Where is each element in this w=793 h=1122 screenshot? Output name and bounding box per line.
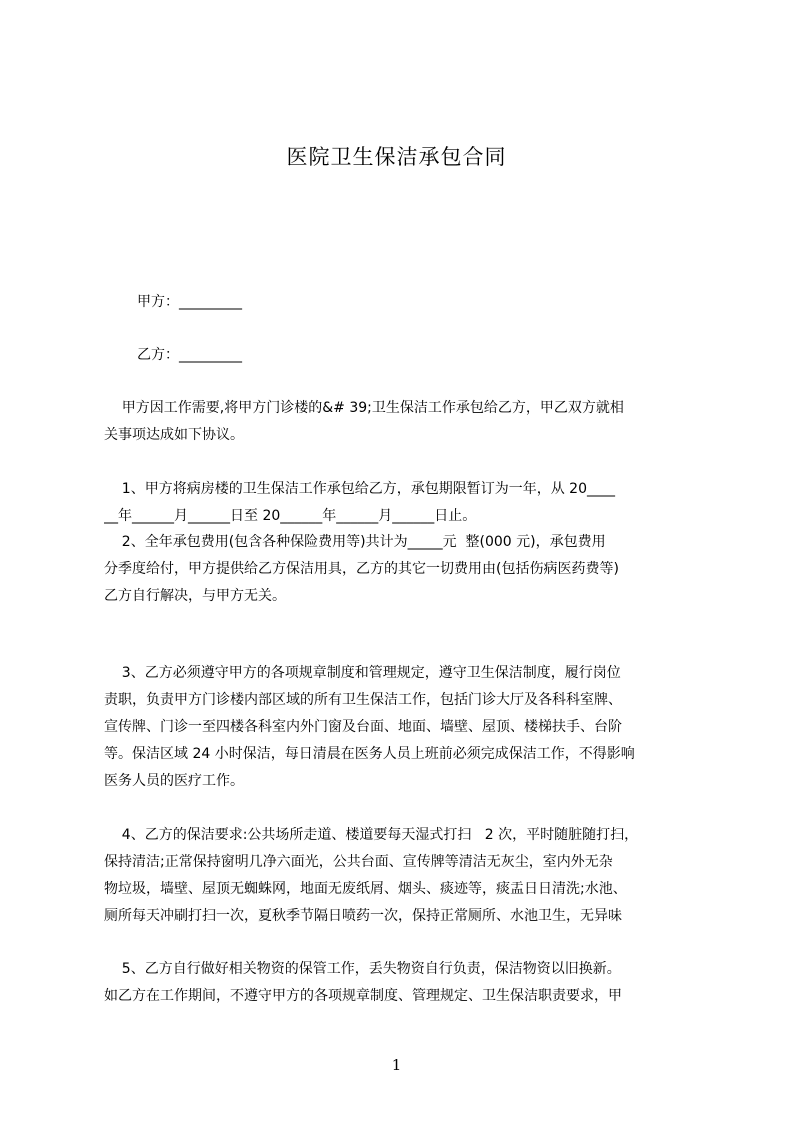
paragraph-line: 2、全年承包费用(包含各种保险费用等)共计为_____元 整(000 元)，承包费用 <box>104 534 606 550</box>
intro-paragraph <box>104 395 724 449</box>
paragraph-line: 责职，负责甲方门诊楼内部区域的所有卫生保洁工作，包括门诊大厅及各科科室牌、 <box>104 692 622 708</box>
clause-2 <box>104 529 724 610</box>
paragraph-line: 物垃圾，墙壁、屋顶无蜘蛛网，地面无废纸屑、烟头、痰迹等，痰盂日日清洗;水池、 <box>104 881 627 897</box>
page-number: 1 <box>391 1056 402 1074</box>
paragraph-line: 分季度给付，甲方提供给乙方保洁用具，乙方的其它一切费用由(包括伤病医药费等) <box>104 561 619 577</box>
clause-1 <box>104 476 724 530</box>
clause-5 <box>104 956 724 1010</box>
paragraph-line: 1、甲方将病房楼的卫生保洁工作承包给乙方，承包期限暂订为一年，从 20____ <box>104 481 615 497</box>
paragraph-line: 医务人员的医疗工作。 <box>104 773 244 789</box>
paragraph-line: 保持清洁;正常保持窗明几净六面光，公共台面、宣传牌等清洁无灰尘，室内外无杂 <box>104 854 613 870</box>
paragraph-line: 3、乙方必须遵守甲方的各项规章制度和管理规定，遵守卫生保洁制度，履行岗位 <box>104 665 621 681</box>
party-a-field: 甲方：_________ <box>137 294 242 310</box>
paragraph-line: 甲方因工作需要,将甲方门诊楼的&# 39;卫生保洁工作承包给乙方，甲乙双方就相 <box>104 400 624 416</box>
paragraph-line: 宣传牌、门诊一至四楼各科室内外门窗及台面、地面、墙壁、屋顶、楼梯扶手、台阶 <box>104 719 622 735</box>
paragraph-line: 厕所每天冲刷打扫一次，夏秋季节隔日喷药一次，保持正常厕所、水池卫生，无异味 <box>104 908 622 924</box>
paragraph-line: 如乙方在工作期间，不遵守甲方的各项规章制度、管理规定、卫生保洁职责要求，甲 <box>104 988 622 1004</box>
paragraph-line: 关事项达成如下协议。 <box>104 427 244 443</box>
party-b-field: 乙方：_________ <box>137 347 242 363</box>
clause-3 <box>104 660 724 795</box>
paragraph-line: 5、乙方自行做好相关物资的保管工作，丢失物资自行负责，保洁物资以旧换新。 <box>104 961 621 977</box>
paragraph-line: 4、乙方的保洁要求:公共场所走道、楼道要每天湿式打扫 2 次，平时随脏随打扫， <box>104 827 639 843</box>
contract-title: 医院卫生保洁承包合同 <box>286 145 507 169</box>
clause-4 <box>104 822 724 930</box>
paragraph-line: 等。保洁区域 24 小时保洁，每日清晨在医务人员上班前必须完成保洁工作，不得影响 <box>104 746 635 762</box>
paragraph-line: __年______月______日至 20______年______月______日止。 <box>104 508 477 524</box>
paragraph-line: 乙方自行解决，与甲方无关。 <box>104 588 286 604</box>
